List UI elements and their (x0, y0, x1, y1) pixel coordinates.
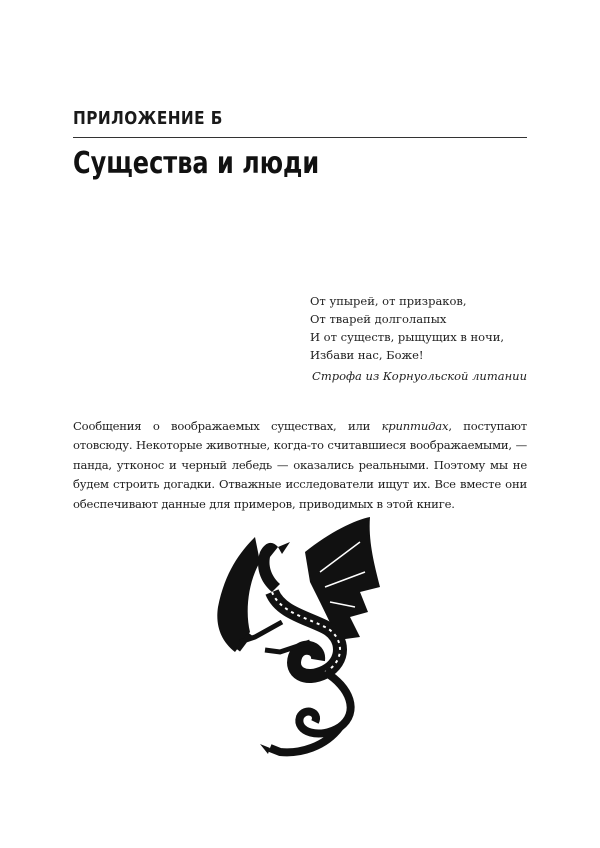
epigraph-line: От тварей долголапых (310, 312, 447, 326)
dragon-illustration (210, 512, 385, 762)
paragraph-text: , поступают отовсюду. Некоторые животные, когда-то считавшиеся воображаемыми, — панда, утконос и черный лебедь — оказались реальными. Поэтому мы не будем строить догадки. Отважные исследователи ищут их. Все вместе они обеспечивают данные для примеров, приводимых в этой книге. (73, 418, 527, 511)
dragon-tail (270, 672, 351, 752)
heading-rule (73, 137, 527, 138)
epigraph-line: И от существ, рыщущих в ночи, (310, 330, 505, 344)
paragraph-text: Сообщения о воображаемых существах, или (73, 418, 382, 433)
epigraph-line: От упырей, от призраков, (310, 294, 467, 308)
dragon-wing-left (217, 537, 260, 652)
epigraph-line: Избави нас, Боже! (310, 348, 424, 362)
epigraph (310, 292, 504, 364)
body-paragraph (73, 417, 527, 515)
appendix-label: ПРИЛОЖЕНИЕ Б (73, 108, 223, 129)
chapter-title: Существа и люди (73, 146, 320, 181)
epigraph-attribution: Строфа из Корнуольской литании (312, 369, 527, 383)
paragraph-emphasis: криптидах (381, 418, 449, 433)
dragon-head (258, 543, 280, 592)
